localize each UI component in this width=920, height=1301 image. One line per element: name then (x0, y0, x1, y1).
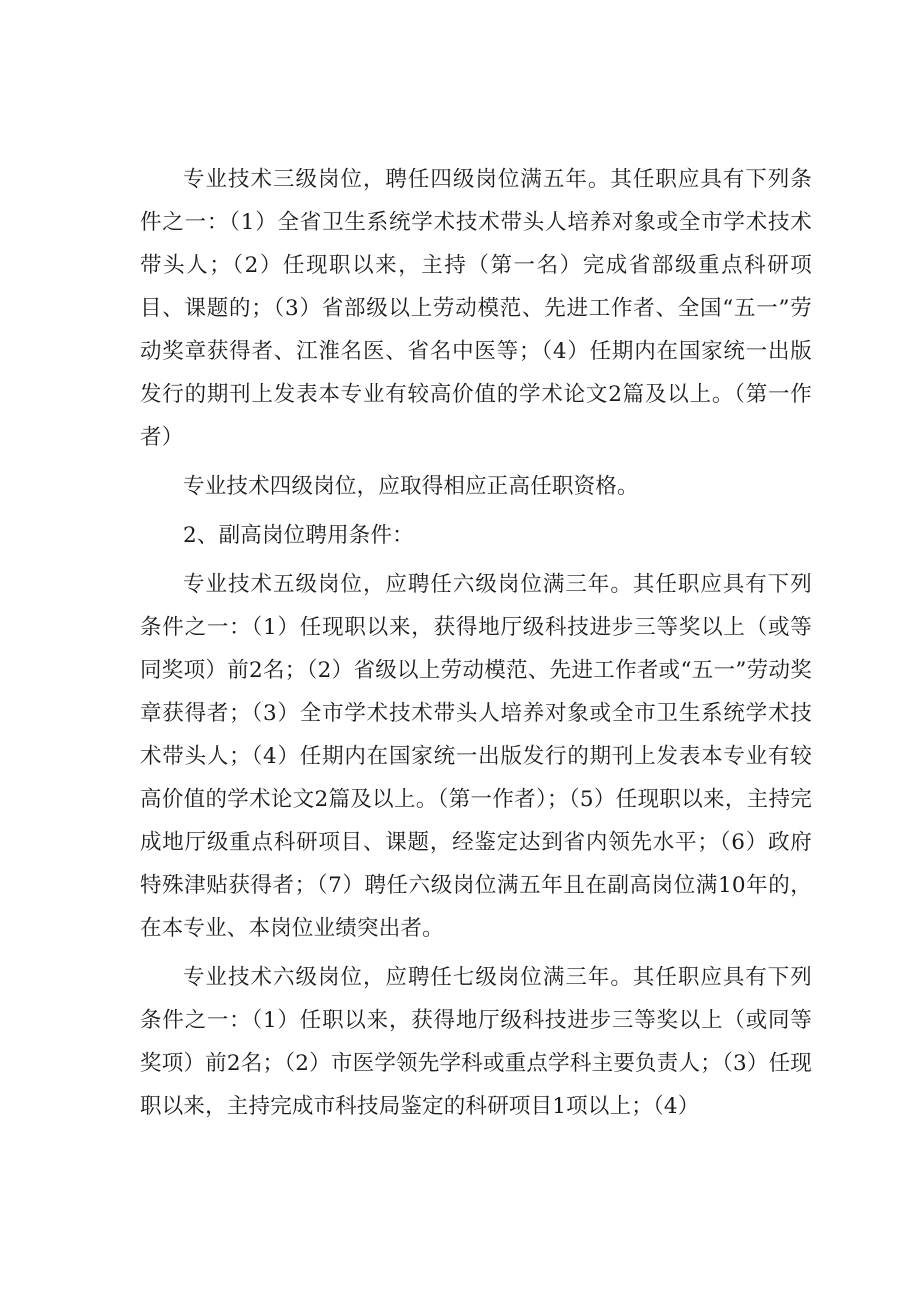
paragraph-level4-conditions: 专业技术四级岗位，应取得相应正高任职资格。 (183, 474, 639, 499)
paragraph-level6-conditions: 专业技术六级岗位，应聘任七级岗位满三年。其任职应具有下列条件之一：（1）任职以来，获得地厅级科技进步三等奖以上（或同等奖项）前2名；（2）市医学领先学科或重点学科主要负责人；（3）任现职以来，主持完成市科技局鉴定的科研项目1项以上；（4） (140, 965, 812, 1119)
section-heading-deputy-senior: 2、副高岗位聘用条件： (183, 523, 414, 548)
paragraph-level3-conditions: 专业技术三级岗位，聘任四级岗位满五年。其任职应具有下列条件之一：（1）全省卫生系统学术技术带头人培养对象或全市学术技术带头人；（2）任现职以来，主持（第一名）完成省部级重点科研项目、课题的；（3）省部级以上劳动模范、先进工作者、全国“五一”劳动奖章获得者、江淮名医、省名中医等；（4）任期内在国家统一出版发行的期刊上发表本专业有较高价值的学术论文2篇及以上。（第一作者） (140, 167, 812, 450)
document-body (140, 158, 812, 1128)
paragraph-level5-conditions: 专业技术五级岗位，应聘任六级岗位满三年。其任职应具有下列条件之一：（1）任现职以来，获得地厅级科技进步三等奖以上（或等同奖项）前2名；（2）省级以上劳动模范、先进工作者或“五一”劳动奖章获得者；（3）全市学术技术带头人培养对象或全市卫生系统学术技术带头人；（4）任期内在国家统一出版发行的期刊上发表本专业有较高价值的学术论文2篇及以上。（第一作者）；（5）任现职以来，主持完成地厅级重点科研项目、课题，经鉴定达到省内领先水平；（6）政府特殊津贴获得者；（7）聘任六级岗位满五年且在副高岗位满10年的，在本专业、本岗位业绩突出者。 (140, 572, 812, 941)
